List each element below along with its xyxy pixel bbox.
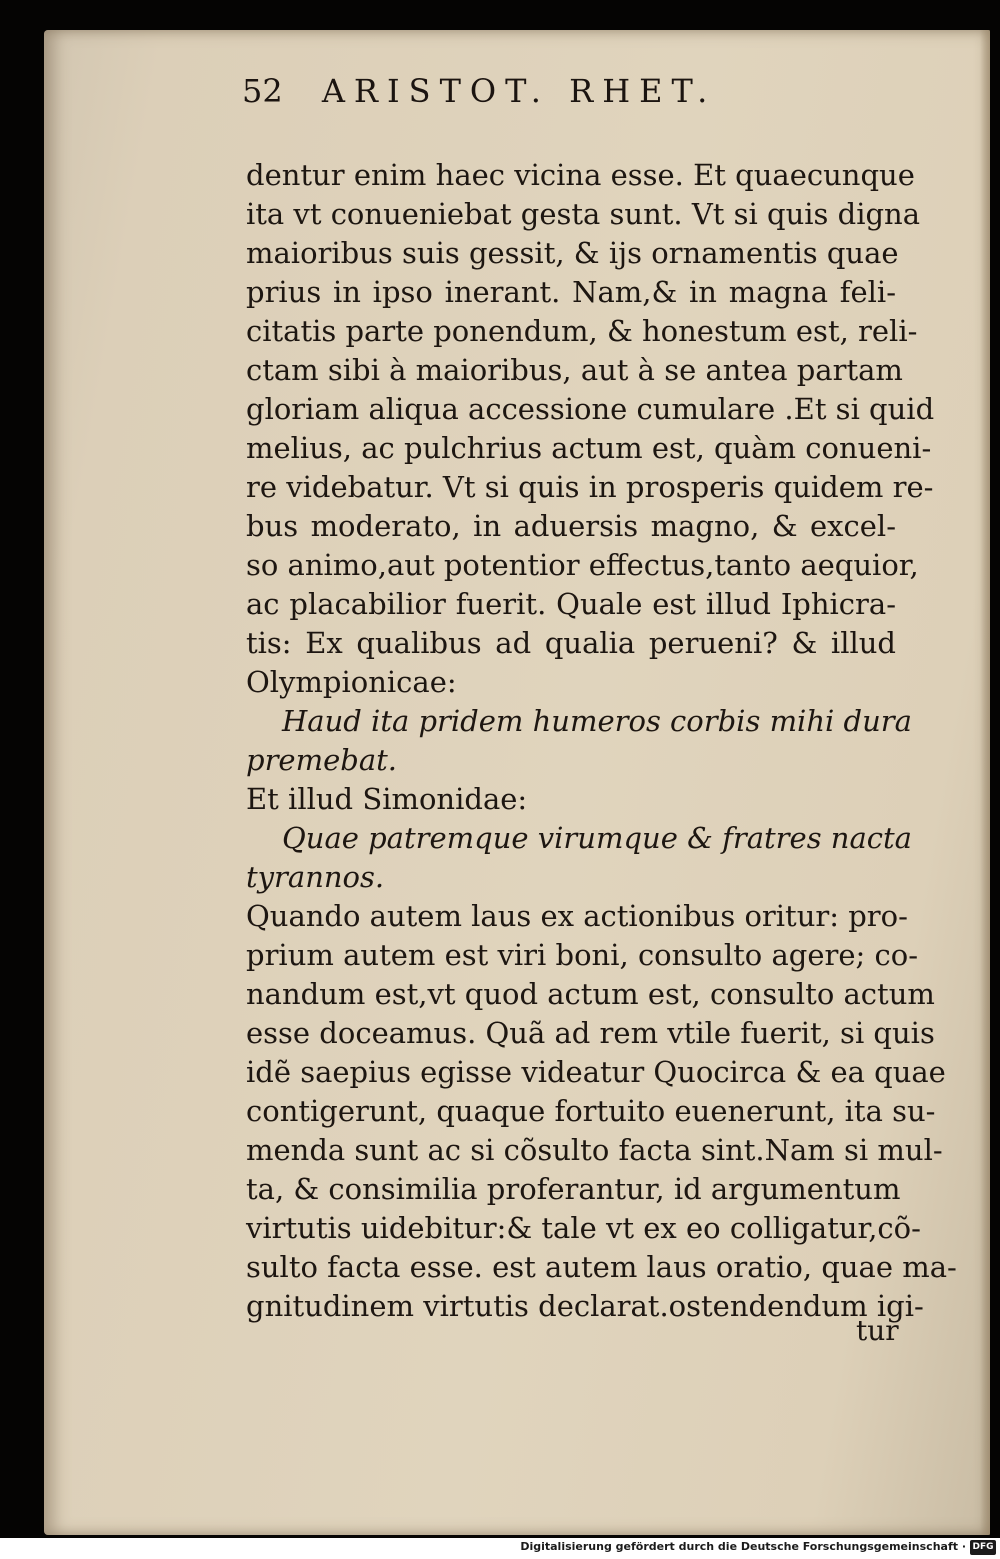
verse-line: premebat. [246, 743, 397, 777]
text-line: ac placabilior fuerit. Quale est illud Iphicra- [246, 587, 896, 621]
text-line: ita vt conueniebat gesta sunt. Vt si quis digna [246, 197, 921, 231]
text-line: sulto facta esse. est autem laus oratio, quae ma- [246, 1250, 957, 1284]
text-line: bus moderato, in aduersis magno, & excel- [246, 509, 896, 543]
text-line: gloriam aliqua accessione cumulare .Et si quid [246, 392, 935, 426]
text-line: ctam sibi à maioribus, aut à se antea partam [246, 353, 903, 387]
text-line: citatis parte ponendum, & honestum est, reli- [246, 314, 918, 348]
text-line: virtutis uidebitur:& tale vt ex eo colligatur,cõ- [246, 1211, 921, 1245]
verse-line: Haud ita pridem humeros corbis mihi dura [282, 704, 912, 738]
text-line: re videbatur. Vt si quis in prosperis quidem re- [246, 470, 934, 504]
text-line: contigerunt, quaque fortuito euenerunt, ita su- [246, 1094, 936, 1128]
footer-bar [0, 1538, 1000, 1559]
text-line: melius, ac pulchrius actum est, quàm conueni- [246, 431, 932, 465]
text-line: menda sunt ac si cõsulto facta sint.Nam si mul- [246, 1133, 943, 1167]
running-title: ARISTOT. RHET. [321, 72, 717, 110]
text-line: idẽ saepius egisse videatur Quocirca & ea quae [246, 1055, 946, 1089]
text-line: prius in ipso inerant. Nam,& in magna feli- [246, 275, 896, 309]
funding-credit: Digitalisierung gefördert durch die Deutsche Forschungsgemeinschaft · [520, 1540, 966, 1553]
text-line: esse doceamus. Quã ad rem vtile fuerit, si quis [246, 1016, 935, 1050]
text-line: maioribus suis gessit, & ijs ornamentis quae [246, 236, 899, 270]
page-number: 52 [242, 72, 283, 110]
text-line: dentur enim haec vicina esse. Et quaecunque [246, 158, 915, 192]
running-head [242, 72, 716, 110]
page-edge-shadow [980, 30, 990, 1535]
catchword: tur [856, 1314, 899, 1347]
dfg-logo-icon: DFG [970, 1540, 996, 1555]
text-line: nandum est,vt quod actum est, consulto actum [246, 977, 935, 1011]
text-line: prium autem est viri boni, consulto agere; co- [246, 938, 919, 972]
verse-line: tyrannos. [246, 860, 385, 894]
verse-line: Quae patremque virumque & fratres nacta [282, 821, 912, 855]
text-line: tis: Ex qualibus ad qualia perueni? & illud [246, 626, 896, 660]
text-line: Et illud Simonidae: [246, 782, 528, 816]
text-line: so animo,aut potentior effectus,tanto aequior, [246, 548, 919, 582]
text-line: gnitudinem virtutis declarat.ostendendum igi- [246, 1289, 924, 1323]
text-line: Quando autem laus ex actionibus oritur: pro- [246, 899, 908, 933]
text-line: Olympionicae: [246, 665, 457, 699]
text-line: ta, & consimilia proferantur, id argumentum [246, 1172, 901, 1206]
